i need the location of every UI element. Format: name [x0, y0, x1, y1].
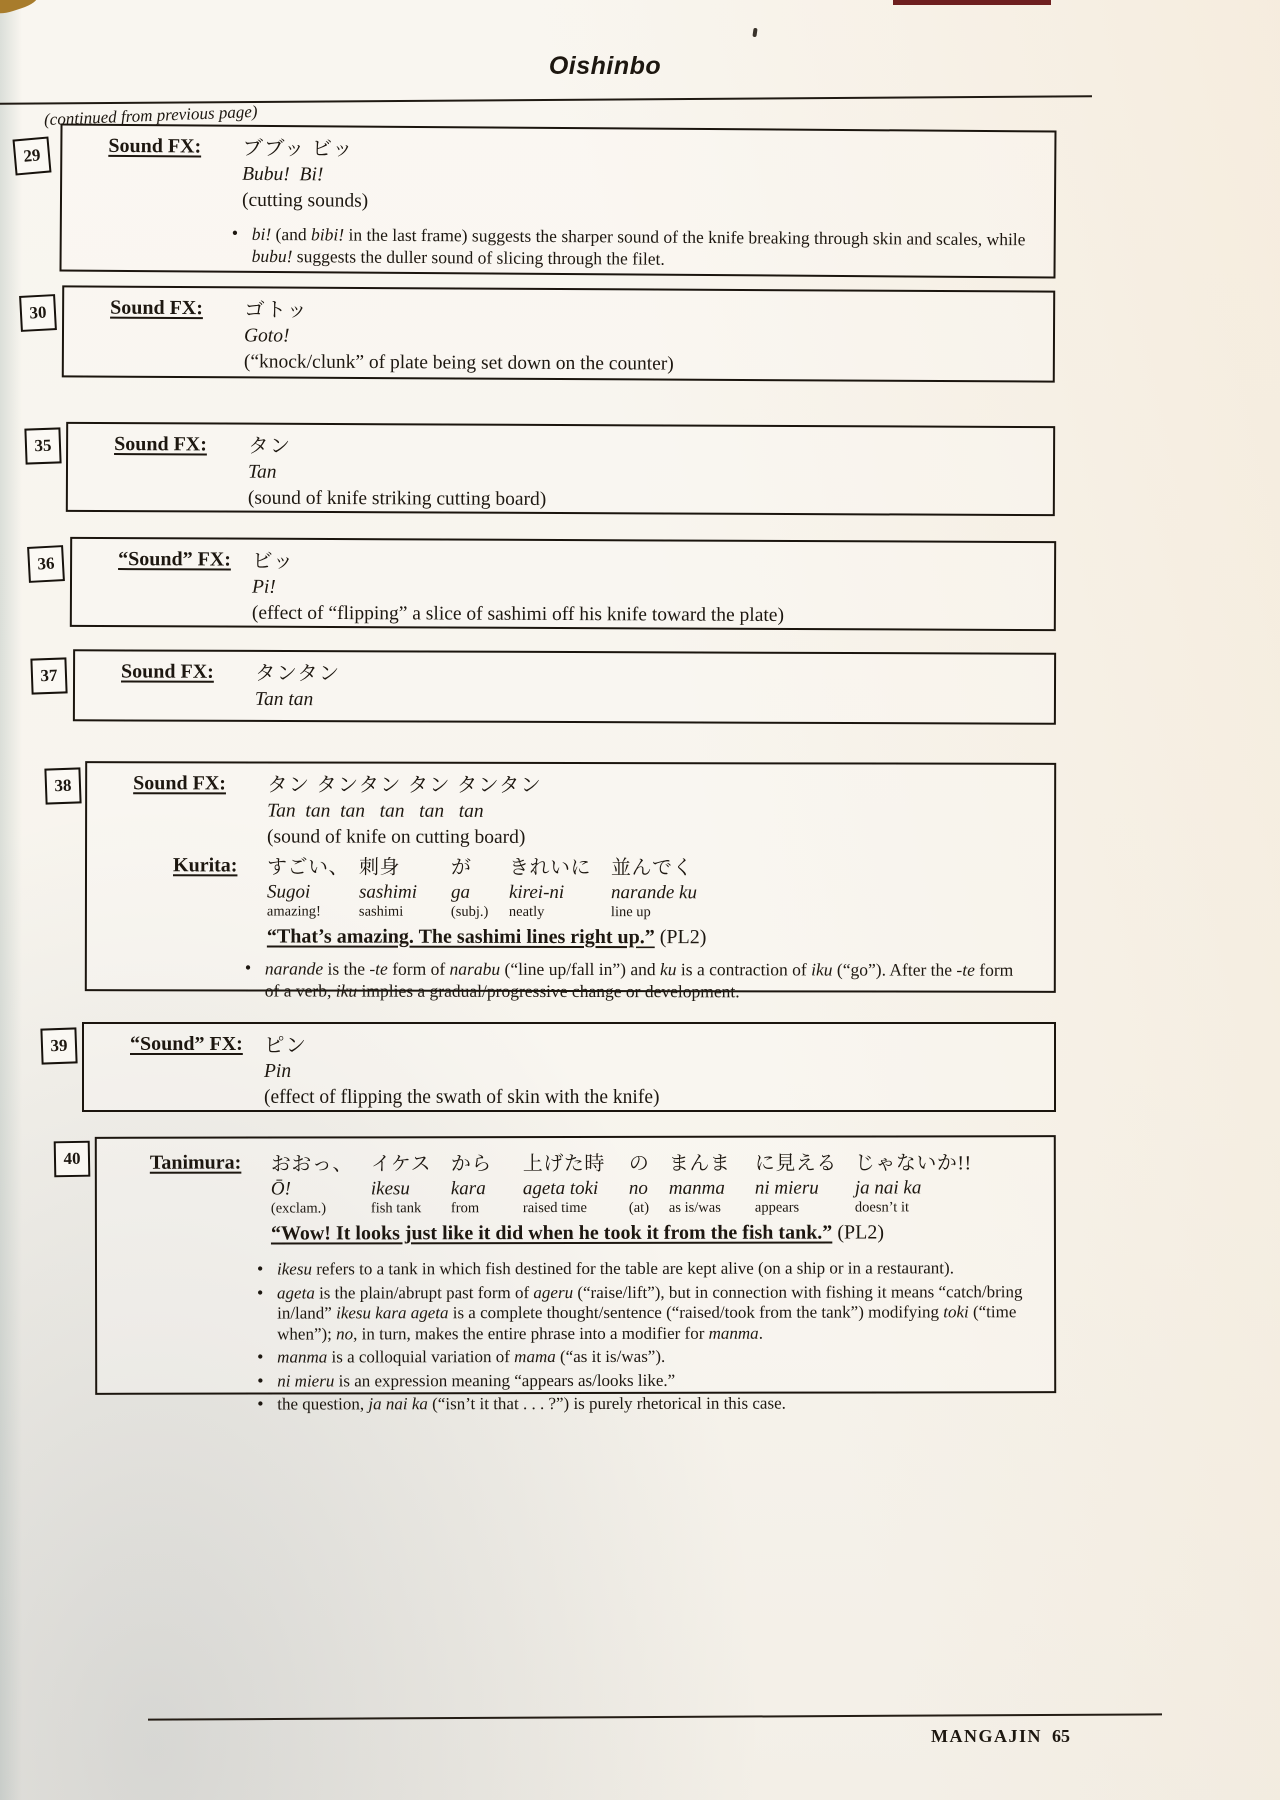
note-bullet: • ikesu refers to a tank in which fish destined for the table are kept alive (on a ship or in a restaurant). [255, 1258, 1030, 1280]
gloss-word [267, 854, 359, 920]
fx-box-30 [62, 285, 1055, 382]
fx-japanese: ピン [264, 1035, 307, 1057]
gloss-meaning: from [450, 1200, 480, 1217]
gloss-japanese: すごい、 [266, 856, 350, 879]
speaker-label: Tanimura: [149, 1151, 242, 1174]
fx-box-37 [73, 649, 1056, 724]
gloss-romaji: kara [450, 1178, 486, 1200]
translation-line [271, 1219, 1038, 1247]
interlinear-gloss [267, 854, 1038, 921]
fx-japanese: タン タンタン タン タンタン [267, 774, 542, 797]
gloss-japanese: 並んでく [610, 857, 694, 880]
gloss-romaji: narande ku [610, 882, 698, 904]
fx-romaji: Pi! [251, 576, 276, 598]
continued-note: (continued from previous page) [43, 101, 258, 130]
fx-box-39 [82, 1022, 1056, 1112]
gloss-meaning: line up [610, 904, 651, 921]
gloss-meaning: as is/was [668, 1199, 721, 1216]
sound-fx-label: Sound FX: [121, 660, 214, 683]
gloss-meaning: amazing! [266, 903, 321, 920]
gloss-meaning: raised time [522, 1199, 587, 1217]
gloss-japanese: きれいに [508, 856, 592, 880]
gloss-japanese: まんま [668, 1152, 731, 1175]
fx-box-number-35: 35 [24, 427, 61, 464]
gloss-word [451, 1151, 523, 1217]
gloss-romaji: sashimi [358, 881, 418, 903]
gloss-word [359, 855, 451, 921]
fx-description: (“knock/clunk” of plate being set down on the counter) [243, 351, 674, 375]
speaker-label: Kurita: [173, 854, 238, 877]
fx-box-38 [85, 761, 1056, 1001]
fx-box-29 [59, 124, 1056, 279]
gloss-romaji: ja nai ka [854, 1177, 922, 1199]
brand-name: MANGAJIN [931, 1726, 1042, 1746]
page-title: Oishinbo [548, 52, 662, 80]
fx-romaji: Pin [264, 1061, 292, 1082]
sound-fx-label: Sound FX: [133, 772, 226, 795]
gloss-word [451, 855, 509, 921]
gloss-japanese: が [450, 856, 472, 879]
politeness-level: (PL2) [837, 1221, 884, 1244]
gloss-romaji: ni mieru [754, 1177, 819, 1199]
gloss-word [855, 1150, 980, 1216]
fx-description: (effect of flipping the swath of skin with the knife) [264, 1087, 660, 1108]
fx-box-number-30: 30 [19, 294, 57, 332]
fx-box-number-29: 29 [12, 136, 51, 175]
gloss-word [371, 1151, 451, 1217]
gloss-japanese: 刺身 [358, 856, 401, 879]
note-bullet: • narande is the -te form of narabu (“line up/fall in”) and ku is a contraction of iku (“go”). After the -te form of a verb, iku implies a gradual/progressive change or development. [243, 958, 1030, 1002]
fx-box-number-40: 40 [54, 1141, 91, 1178]
gloss-japanese: から [450, 1153, 492, 1176]
fx-box-36 [70, 537, 1056, 631]
fx-romaji: Tan tan tan tan tan tan [267, 800, 484, 822]
fx-japanese: タン [248, 435, 292, 458]
fx-japanese: ブブッ ビッ [242, 137, 354, 161]
politeness-level: (PL2) [659, 926, 707, 949]
footer [860, 1726, 1070, 1747]
gloss-word [523, 1151, 629, 1217]
note-list [97, 1258, 1054, 1415]
gloss-romaji: Ō! [270, 1178, 291, 1200]
translation-text: “That’s amazing. The sashimi lines right up.” [266, 925, 655, 949]
fx-description: (sound of knife on cutting board) [267, 826, 526, 848]
gloss-word [509, 855, 611, 921]
gloss-word [629, 1151, 669, 1217]
gloss-japanese: の [628, 1152, 650, 1175]
gloss-japanese: おおっ、 [270, 1153, 353, 1176]
translation-line [267, 923, 1038, 951]
note-bullet: • bi! (and bibi! in the last frame) suggests the sharper sound of the knife breaking through skin and scales, while bubu! suggests the duller sound of slicing through the filet. [230, 224, 1030, 273]
fx-description: (sound of knife striking cutting board) [247, 487, 547, 510]
fx-romaji: Goto! [243, 325, 290, 347]
gloss-meaning: sashimi [358, 903, 404, 920]
fx-box-35 [66, 422, 1055, 516]
gloss-japanese: じゃないか!! [854, 1152, 972, 1175]
gloss-japanese: 上げた時 [522, 1152, 605, 1176]
note-bullet: • ni mieru is an expression meaning “appears as/looks like.” [255, 1370, 1030, 1392]
stray-mark [752, 28, 757, 37]
fx-japanese: ゴトッ [244, 299, 309, 322]
gloss-romaji: Sugoi [266, 881, 311, 903]
photo-corner-artifact [0, 0, 39, 17]
fx-japanese: ビッ [252, 550, 295, 573]
gloss-japanese: イケス [370, 1153, 432, 1176]
gloss-meaning: (at) [628, 1199, 650, 1216]
fx-box-number-37: 37 [30, 657, 67, 694]
gloss-romaji: ga [450, 881, 470, 903]
header-rule [0, 95, 1092, 105]
gloss-meaning: fish tank [370, 1200, 422, 1217]
fx-romaji: Bubu! Bi! [242, 163, 324, 186]
gloss-meaning: doesn’t it [854, 1199, 910, 1216]
sound-fx-label: Sound FX: [110, 296, 204, 320]
gloss-romaji: ikesu [370, 1178, 410, 1200]
note-list [87, 958, 1054, 1003]
gloss-meaning: appears [754, 1199, 800, 1216]
gloss-word [611, 855, 705, 921]
sound-fx-label: Sound FX: [108, 134, 202, 158]
fx-description: (effect of “flipping” a slice of sashimi off his knife toward the plate) [251, 602, 785, 626]
page-number: 65 [1052, 1726, 1070, 1746]
gloss-meaning: (exclam.) [270, 1200, 327, 1217]
translation-text: “Wow! It looks just like it did when he took it from the fish tank.” [270, 1221, 833, 1245]
gloss-word [755, 1151, 855, 1217]
fx-romaji: Tan tan [254, 688, 314, 711]
note-bullet: • manma is a colloquial variation of mama (“as it is/was”). [255, 1346, 1030, 1368]
gloss-word [669, 1151, 755, 1217]
fx-box-number-38: 38 [44, 767, 81, 804]
fx-description: (cutting sounds) [241, 189, 369, 212]
gloss-romaji: kirei-ni [508, 881, 565, 903]
note-list [62, 223, 1054, 273]
sound-fx-label: “Sound” FX: [118, 548, 231, 571]
gloss-romaji: manma [668, 1177, 725, 1199]
gloss-meaning: neatly [508, 903, 545, 920]
gloss-japanese: に見える [754, 1152, 837, 1175]
fx-japanese: タンタン [255, 662, 341, 686]
fx-romaji: Tan [247, 461, 277, 483]
gloss-meaning: (subj.) [450, 903, 489, 920]
sound-fx-label: “Sound” FX: [130, 1033, 243, 1055]
sound-fx-label: Sound FX: [114, 433, 207, 456]
gloss-word [271, 1151, 371, 1217]
fx-box-number-39: 39 [40, 1027, 77, 1064]
gloss-romaji: ageta toki [522, 1177, 599, 1200]
gloss-romaji: no [628, 1177, 648, 1199]
fx-box-40 [95, 1135, 1056, 1414]
interlinear-gloss [271, 1150, 1038, 1217]
footer-rule [148, 1713, 1162, 1720]
fx-box-number-36: 36 [27, 545, 65, 583]
note-bullet: • ageta is the plain/abrupt past form of ageru (“raise/lift”), but in connection with fishing it means “catch/bring in/land” ikesu kara ageta is a complete thought/sentence (“raised/took from the tank”) modifying toki (“time when”); no, in turn, makes the entire phrase into a modifier for manma. [255, 1282, 1030, 1345]
note-bullet: • the question, ja nai ka (“isn’t it that . . . ?”) is purely rhetorical in this case. [255, 1393, 1030, 1415]
photo-edge-strip [893, 0, 1051, 5]
